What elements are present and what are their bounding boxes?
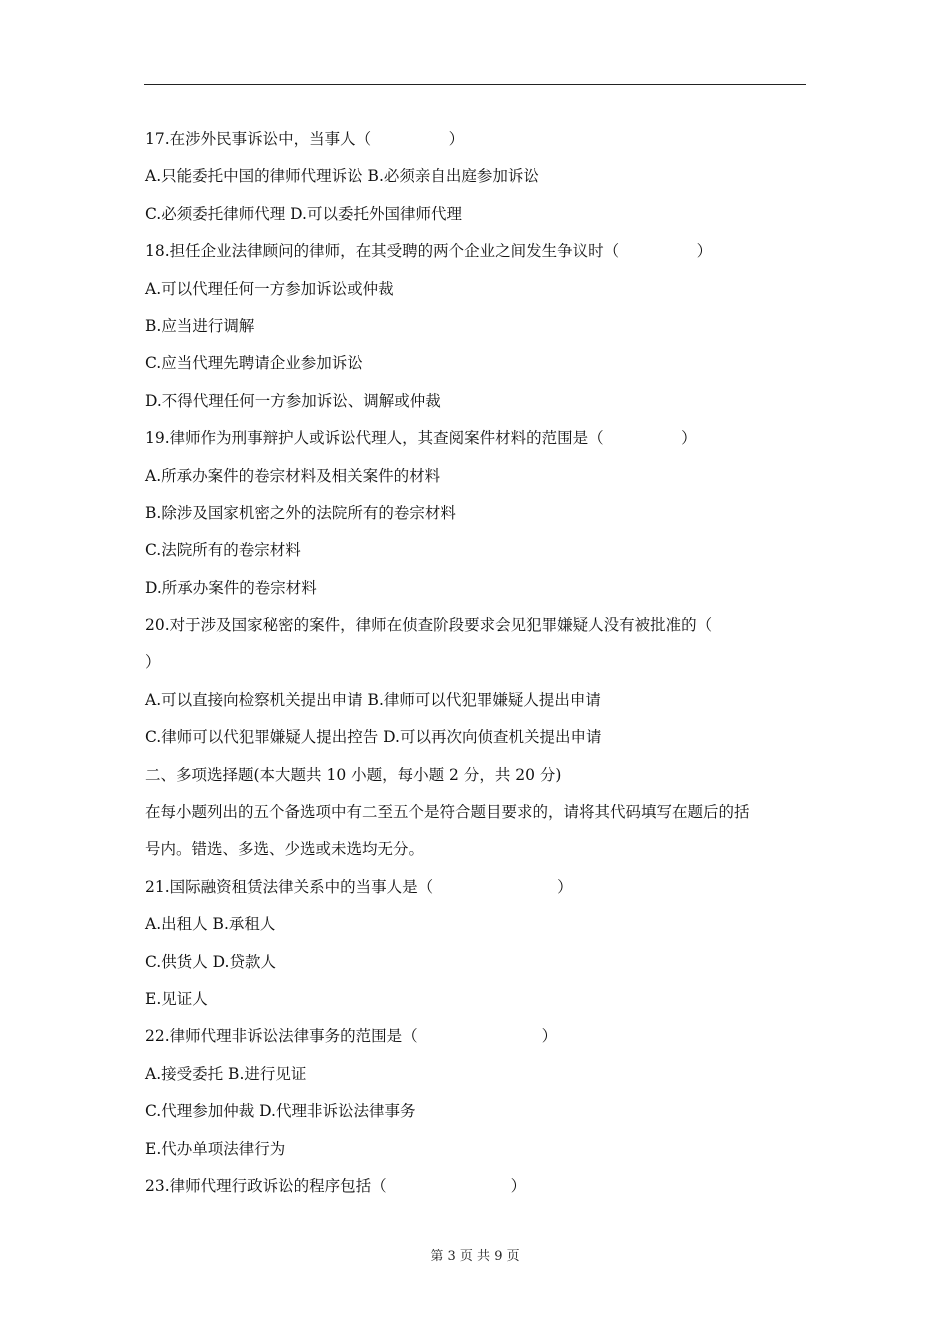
question-22-options-cd: C.代理参加仲裁 D.代理非诉讼法律事务 — [145, 1102, 416, 1121]
question-18-option-d: D.不得代理任何一方参加诉讼、调解或仲裁 — [145, 391, 441, 410]
question-21: 21.国际融资租赁法律关系中的当事人是（ ） — [145, 877, 573, 896]
question-22: 22.律师代理非诉讼法律事务的范围是（ ） — [145, 1027, 558, 1046]
question-18-option-c: C.应当代理先聘请企业参加诉讼 — [145, 354, 363, 373]
question-19: 19.律师作为刑事辩护人或诉讼代理人，其查阅案件材料的范围是（ ） — [145, 429, 697, 448]
question-17-options-cd: C.必须委托律师代理 D.可以委托外国律师代理 — [145, 204, 462, 223]
question-23: 23.律师代理行政诉讼的程序包括（ ） — [145, 1176, 527, 1195]
question-22-option-e: E.代办单项法律行为 — [145, 1139, 286, 1158]
page-number: 第 3 页 共 9 页 — [430, 1249, 520, 1264]
question-17-options-ab: A.只能委托中国的律师代理诉讼 B.必须亲自出庭参加诉讼 — [145, 167, 539, 186]
section-instructions-line-1: 在每小题列出的五个备选项中有二至五个是符合题目要求的，请将其代码填写在题后的括 — [145, 803, 750, 822]
question-20-closing-bracket: ） — [145, 653, 161, 672]
question-18-option-b: B.应当进行调解 — [145, 316, 255, 335]
header-rule — [144, 84, 806, 85]
question-19-option-c: C.法院所有的卷宗材料 — [145, 541, 301, 560]
question-20-options-cd: C.律师可以代犯罪嫌疑人提出控告 D.可以再次向侦查机关提出申请 — [145, 728, 602, 747]
question-20: 20.对于涉及国家秘密的案件，律师在侦查阶段要求会见犯罪嫌疑人没有被批准的（ — [145, 616, 713, 635]
question-21-options-ab: A.出租人 B.承租人 — [145, 915, 276, 934]
question-21-options-cd: C.供货人 D.贷款人 — [145, 952, 276, 971]
document-body — [145, 121, 807, 1205]
question-17: 17.在涉外民事诉讼中，当事人（ ） — [145, 130, 465, 148]
question-18-option-a: A.可以代理任何一方参加诉讼或仲裁 — [145, 279, 394, 298]
question-19-option-d: D.所承办案件的卷宗材料 — [145, 578, 317, 597]
question-22-options-ab: A.接受委托 B.进行见证 — [145, 1064, 307, 1083]
question-20-options-ab: A.可以直接向检察机关提出申请 B.律师可以代犯罪嫌疑人提出申请 — [145, 690, 601, 709]
question-18: 18.担任企业法律顾问的律师，在其受聘的两个企业之间发生争议时（ ） — [145, 242, 713, 261]
question-19-option-a: A.所承办案件的卷宗材料及相关案件的材料 — [145, 466, 441, 485]
section-heading-multiple-choice: 二、多项选择题(本大题共 10 小题，每小题 2 分，共 20 分) — [145, 765, 562, 784]
section-instructions-line-2: 号内。错选、多选、少选或未选均无分。 — [145, 840, 425, 859]
question-21-option-e: E.见证人 — [145, 989, 208, 1008]
question-19-option-b: B.除涉及国家机密之外的法院所有的卷宗材料 — [145, 503, 456, 522]
